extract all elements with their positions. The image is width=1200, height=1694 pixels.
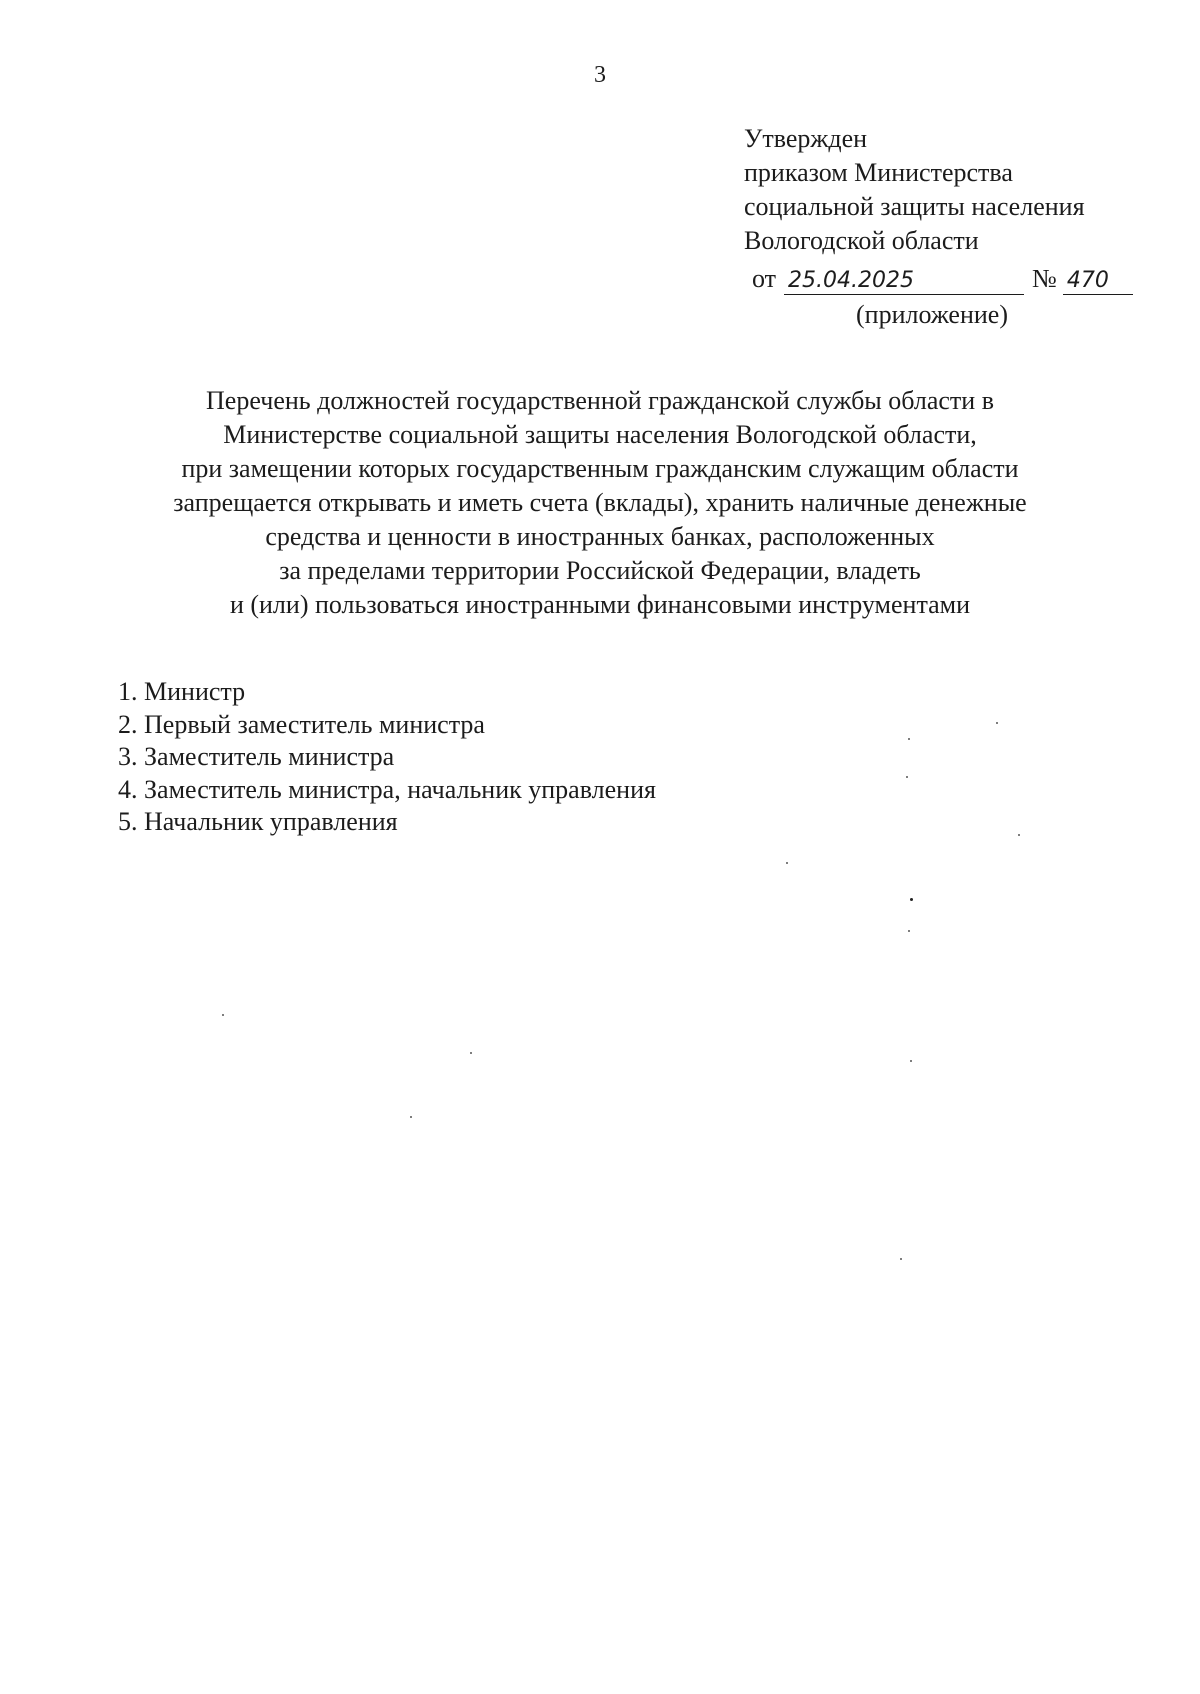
page-number: 3 <box>594 62 606 88</box>
title-line: при замещении которых государственным гражданским служащим области <box>181 454 1019 483</box>
scan-speck <box>910 1060 912 1062</box>
list-item: 4. Заместитель министра, начальник управления <box>118 774 656 804</box>
scan-speck <box>1018 834 1020 836</box>
order-reference <box>744 262 1164 296</box>
approval-line: Вологодской области <box>744 226 979 255</box>
order-date-handwritten: 25.04.2025 <box>784 268 1024 295</box>
approval-line: Утвержден <box>744 124 868 153</box>
title-line: средства и ценности в иностранных банках, расположенных <box>265 522 935 551</box>
scan-speck <box>906 776 908 778</box>
title-line: запрещается открывать и иметь счета (вклады), хранить наличные денежные <box>173 488 1027 517</box>
list-item: 5. Начальник управления <box>118 807 398 836</box>
scan-speck <box>410 1116 412 1118</box>
title-line: Перечень должностей государственной гражданской службы области в <box>206 386 994 415</box>
scan-speck <box>908 930 910 932</box>
scan-speck <box>222 1014 224 1016</box>
positions-list <box>118 676 656 839</box>
title-line: за пределами территории Российской Федерации, владеть <box>279 556 921 585</box>
title-line: Министерстве социальной защиты населения Вологодской области, <box>223 420 977 449</box>
scan-speck <box>910 898 913 901</box>
scan-speck <box>786 862 788 864</box>
list-item: 3. Заместитель министра <box>118 742 395 771</box>
date-prefix: от <box>752 264 777 293</box>
approval-line: социальной защиты населения <box>744 192 1085 221</box>
title-line: и (или) пользоваться иностранными финансовыми инструментами <box>229 590 971 619</box>
approval-line: приказом Министерства <box>744 158 1013 187</box>
list-item: 1. Министр <box>118 677 246 706</box>
number-label: № <box>1032 264 1057 293</box>
scan-speck <box>996 722 998 724</box>
appendix-note: (приложение) <box>856 300 1009 329</box>
scan-speck <box>470 1052 472 1054</box>
order-number-handwritten: 470 <box>1063 268 1133 295</box>
approval-stamp <box>744 122 1164 332</box>
document-title <box>130 384 1070 622</box>
scan-speck <box>908 738 910 740</box>
list-item: 2. Первый заместитель министра <box>118 709 485 739</box>
scan-speck <box>900 1258 902 1260</box>
